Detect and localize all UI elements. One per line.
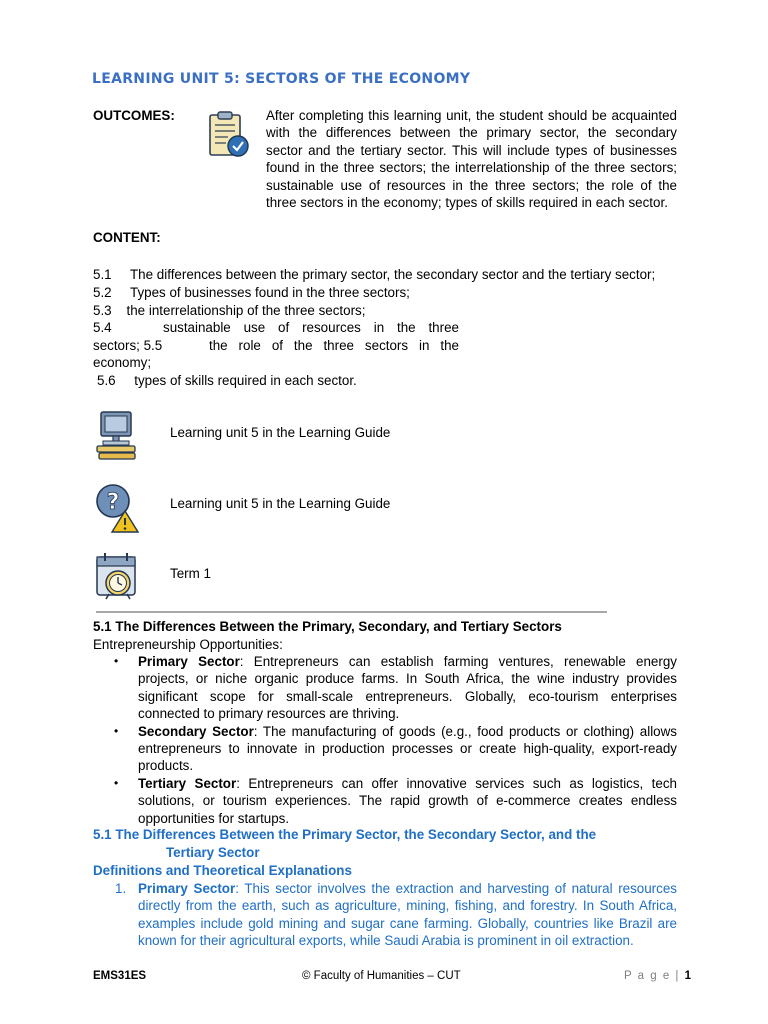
list-item-text: : The manufacturing of goods (e.g., food products or clothing) allows entrepreneurs to innovate in production processes or create high-quality, export-ready products.: [138, 723, 677, 774]
blue-section-heading-line2: Tertiary Sector: [166, 845, 260, 860]
list-item-text: : Entrepreneurs can establish farming ventures, renewable energy projects, or niche organic produce farms. In South Africa, the wine industry provides significant scope for small-scale entrepreneurs. Globally, eco-tourism enterprises connected to primary resources are thriving.: [138, 654, 677, 722]
content-item-5-4: [93, 319, 459, 336]
list-item-term: Tertiary Sector: [138, 775, 237, 791]
section-subheading: Entrepreneurship Opportunities:: [93, 637, 283, 652]
content-item-number: 5.3: [93, 303, 112, 318]
content-item-text: sectors; 5.5: [93, 338, 163, 353]
footer-page: [624, 968, 691, 985]
content-item-5-1: [93, 266, 655, 283]
section-divider: [96, 611, 607, 613]
content-item-text: economy;: [93, 355, 152, 370]
content-item-text: The differences between the primary sector, the secondary sector and the tertiary sector;: [130, 267, 656, 282]
question-warning-icon: [95, 481, 139, 533]
definitions-list: [93, 880, 677, 950]
content-item-number: 5.2: [93, 285, 112, 300]
alarm-clock-calendar-icon: [95, 551, 139, 601]
content-item-text: the role of the three sectors in the: [209, 338, 459, 353]
outcomes-text: After completing this learning unit, the student should be acquainted with the differences between the primary sector, the secondary sector and the tertiary sector. This will include types of businesses found in the three sectors; the interrelationship of the three sectors; sustainable use of resources in the three sectors; the role of the three sectors in the economy; types of skills required in each sector.: [266, 108, 677, 211]
content-item-wrap-a: [93, 337, 459, 354]
footer-page-label: P a g e |: [624, 970, 680, 982]
list-item-number: 1.: [115, 881, 127, 896]
outcomes-label: OUTCOMES:: [93, 108, 175, 123]
list-item-text: : Entrepreneurs can offer innovative services such as logistics, tech solutions, or tourism experiences. The rapid growth of e-commerce creates endless opportunities for startups.: [138, 775, 677, 826]
footer-course-code: EMS31ES: [93, 970, 147, 982]
list-item-term: Primary Sector: [138, 881, 236, 896]
content-item-5-6: [97, 372, 357, 389]
resource-text-guide-2: Learning unit 5 in the Learning Guide: [170, 496, 391, 511]
list-item: [93, 653, 677, 723]
blue-section-heading-line1: 5.1 The Differences Between the Primary Sector, the Secondary Sector, and the: [93, 827, 597, 842]
list-item-text: : This sector involves the extraction and harvesting of natural resources directly from the earth, such as agriculture, mining, fishing, and forestry. In South Africa, examples include gold mining and sugar cane farming. Globally, countries like Brazil are known for their agricultural exports, while Saudi Arabia is prominent in oil extraction.: [138, 881, 677, 949]
content-item-wrap-b: [93, 354, 151, 371]
list-item-term: Primary Sector: [138, 654, 240, 669]
footer-page-number: 1: [684, 970, 692, 982]
resource-text-term: Term 1: [170, 566, 211, 581]
content-item-text: sustainable use of resources in the three: [163, 320, 459, 335]
definitions-heading: Definitions and Theoretical Explanations: [93, 863, 352, 878]
content-item-number: 5.1: [93, 267, 112, 282]
computer-books-icon: [95, 410, 139, 462]
content-item-text: the interrelationship of the three sectors;: [126, 303, 366, 318]
section-heading: 5.1 The Differences Between the Primary, Secondary, and Tertiary Sectors: [93, 619, 562, 634]
content-item-number: 5.4: [93, 320, 112, 335]
content-item-text: types of skills required in each sector.: [134, 373, 357, 388]
content-item-5-3: [93, 302, 365, 319]
content-item-text: Types of businesses found in the three sectors;: [130, 285, 410, 300]
svg-text:?: ?: [106, 490, 120, 515]
list-item: [93, 880, 677, 950]
list-item: [93, 723, 677, 775]
page-title: LEARNING UNIT 5: SECTORS OF THE ECONOMY: [92, 71, 471, 87]
footer-copyright: © Faculty of Humanities – CUT: [302, 970, 461, 982]
clipboard-check-icon: [206, 110, 252, 160]
resource-text-guide-1: Learning unit 5 in the Learning Guide: [170, 425, 391, 440]
content-item-5-2: [93, 284, 410, 301]
content-item-number: 5.6: [97, 373, 116, 388]
list-item: [93, 775, 677, 827]
list-item-term: Secondary Sector: [138, 723, 254, 739]
opportunities-list: [93, 653, 677, 827]
content-label: CONTENT:: [93, 230, 161, 245]
